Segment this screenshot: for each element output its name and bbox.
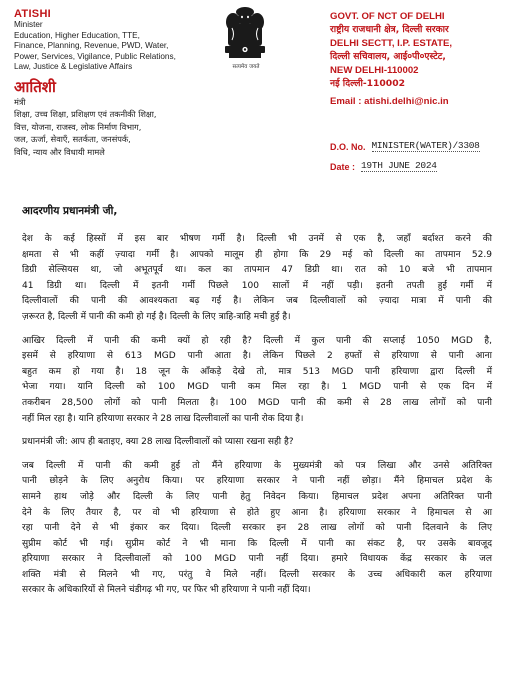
letter-body [22, 204, 492, 607]
portfolio-english-line: Minister [14, 20, 43, 29]
paragraph-line: ज़रूरत है, दिल्ली में पानी की कमी हो गई है। दिल्ली के लिए त्राहि-त्राहि मची हुई है। [22, 311, 291, 322]
letterhead-right [330, 10, 506, 109]
salutation: आदरणीय प्रधानमंत्री जी, [22, 205, 118, 217]
paragraph-line: बहुत कम हो गया है। 18 जून के आँकड़े देखे तो, मात्र 513 MGD पानी हरियाणा द्वारा दिल्ली में [22, 366, 492, 377]
paragraph-line: प्रधानमंत्री जी: आप ही बताइए, क्या 28 लाख दिल्लीवालों को प्यासा रखना सही है? [22, 437, 294, 448]
paragraph-line: दिल्लीवालों की पानी की आवश्यकता बढ़ गई है। लेकिन जब दिल्लीवालों को ज़्यादा मात्रा में पानी की [22, 296, 492, 307]
paragraph-water-shortage [22, 334, 492, 428]
portfolio-hindi-line: विधि, न्याय और विधायी मामले [14, 146, 105, 157]
paragraph-line: आखिर दिल्ली में पानी की कमी क्यों हो रही है? दिल्ली में कुल पानी की सप्लाई 1050 MGD है, [22, 335, 492, 346]
portfolio-english [14, 20, 234, 73]
address-line: राष्ट्रीय राजधानी क्षेत्र, दिल्ली सरकार [330, 24, 449, 36]
do-number-row [330, 132, 480, 152]
address-line: NEW DELHI-110002 [330, 64, 419, 76]
address-line: नई दिल्ली-110002 [330, 78, 405, 90]
portfolio-hindi-line: मंत्री [14, 96, 26, 107]
address-line: दिल्ली सचिवालय, आई०पी०एस्टेट, [330, 51, 446, 63]
paragraph-line: पानी छोड़ने के लिए अनुरोध किया। पर हरियाणा सरकार ने पानी नहीं छोड़ा। मैंने हिमाचल प्रदेश के [22, 476, 492, 487]
portfolio-hindi-line: वित्त, योजना, राजस्व, लोक निर्माण विभाग, [14, 121, 142, 132]
emblem-motto: सत्यमेव जयते [232, 64, 260, 70]
paragraph-line: हरियाणा सरकार ने दिल्लीवालों को 100 MGD पानी नहीं दिया। हमारे विधायक केंद्र सरकार के जल [22, 554, 492, 565]
paragraph-line: देश के कई हिस्सों में इस बार भीषण गर्मी है। दिल्ली भी उनमें से एक है, जहाँ बर्दाश्त करने की [22, 234, 492, 244]
paragraph-line: क्षमता से भी कहीं ज़्यादा गर्मी है। आपको मालूम ही होगा कि 29 मई को दिल्ली का तापमान 52.9 [22, 249, 492, 260]
paragraph-line: सामने हाथ जोड़े और दिल्ली के लिए पानी हेतु निवेदन किया। हिमाचल प्रदेश अपना अतिरिक्त पानी [22, 491, 492, 502]
paragraph-line: तकरीबन 28,500 लोगों को पानी मिलता है। 100 MGD पानी की कमी से 28 लाख लोगों को पानी [22, 397, 492, 408]
paragraph-efforts [22, 459, 492, 599]
portfolio-english-line: Law, Justice & Legislative Affairs [14, 62, 133, 72]
reference-block [330, 132, 480, 172]
paragraph-line: जब दिल्ली में पानी की कमी हुई तो मैंने हरियाणा के मुख्यमंत्री को पत्र लिखा और उनसे अतिरिक्त [22, 460, 492, 471]
letterhead-left [14, 8, 234, 158]
portfolio-hindi-line: जल, ऊर्जा, सेवाएँ, सतर्कता, जनसंपर्क, [14, 134, 131, 145]
minister-name-hindi: आतिशी [14, 77, 56, 96]
paragraph-line: इसमें से हरियाणा से 613 MGD पानी आता है। लेकिन पिछले 2 हफ्तों से हरियाणा से पानी आना [22, 351, 492, 362]
do-number-value: MINISTER(WATER)/3308 [371, 140, 480, 151]
paragraph-line: नहीं मिल रहा है। यानि हरियाणा सरकार ने 28 लाख दिल्लीवालों का पानी रोक दिया है। [22, 413, 304, 424]
address-line: GOVT. OF NCT OF DELHI [330, 11, 445, 22]
paragraph-line: सुप्रीम कोर्ट भी गई। सुप्रीम कोर्ट ने भी माना कि दिल्ली में पानी का संकट है, पर उसके बावजूद [22, 538, 492, 549]
paragraph-line: 41 डिग्री था। दिल्ली में इतनी गर्मी पिछले 100 सालों में नहीं पड़ी। इतनी तपती हुई गर्मी में [22, 280, 492, 291]
portfolio-english-line: Finance, Planning, Revenue, PWD, Water, [14, 41, 169, 51]
do-number-label: D.O. No. [330, 142, 366, 152]
date-row [330, 152, 480, 172]
address-line: DELHI SECTT, I.P. ESTATE, [330, 37, 453, 49]
portfolio-english-line: Education, Higher Education, TTE, [14, 30, 140, 40]
paragraph-line: रहा पानी देने से भी इंकार कर दिया। दिल्ली सरकार इन 28 लाख लोगों को पानी दिलवाने के लिए [22, 523, 492, 534]
portfolio-hindi [14, 96, 234, 158]
paragraph-question [22, 435, 492, 451]
email-address: Email : atishi.delhi@nic.in [330, 96, 449, 108]
date-value: 19TH JUNE 2024 [361, 160, 437, 171]
paragraph-line: भेजा गया। यानि दिल्ली को 100 MGD पानी कम मिल रहा है। 1 MGD पानी से एक दिन में [22, 382, 492, 393]
portfolio-hindi-line: शिक्षा, उच्च शिक्षा, प्रशिक्षण एवं तकनीकी शिक्षा, [14, 109, 157, 120]
paragraph-line: देने के लिए तैयार है, पर वो भी हरियाणा से होते हुए आना है। हरियाणा सरकार ने हिमाचल से आ [22, 507, 492, 518]
national-emblem-icon [218, 6, 272, 82]
portfolio-english-line: Power, Services, Vigilance, Public Relations, [14, 51, 176, 61]
paragraph-heat [22, 232, 492, 326]
paragraph-line: डिग्री सेल्सियस था, जो अभूतपूर्व था। कल का तापमान 47 डिग्री था। रात को 10 बजे भी तापमान [22, 265, 492, 276]
minister-name-english: ATISHI [14, 8, 52, 20]
date-label: Date : [330, 162, 356, 172]
paragraph-line: सरकार के अधिकारियों से मिलने चंडीगढ़ भी गए, पर फिर भी हरियाणा ने पानी नहीं दिया। [22, 585, 311, 596]
paragraph-line: शक्ति मंत्री से मिलने भी गए, परंतु वे मिले नहीं। दिल्ली सरकार के उच्च अधिकारी कल हरियाणा [22, 569, 492, 580]
